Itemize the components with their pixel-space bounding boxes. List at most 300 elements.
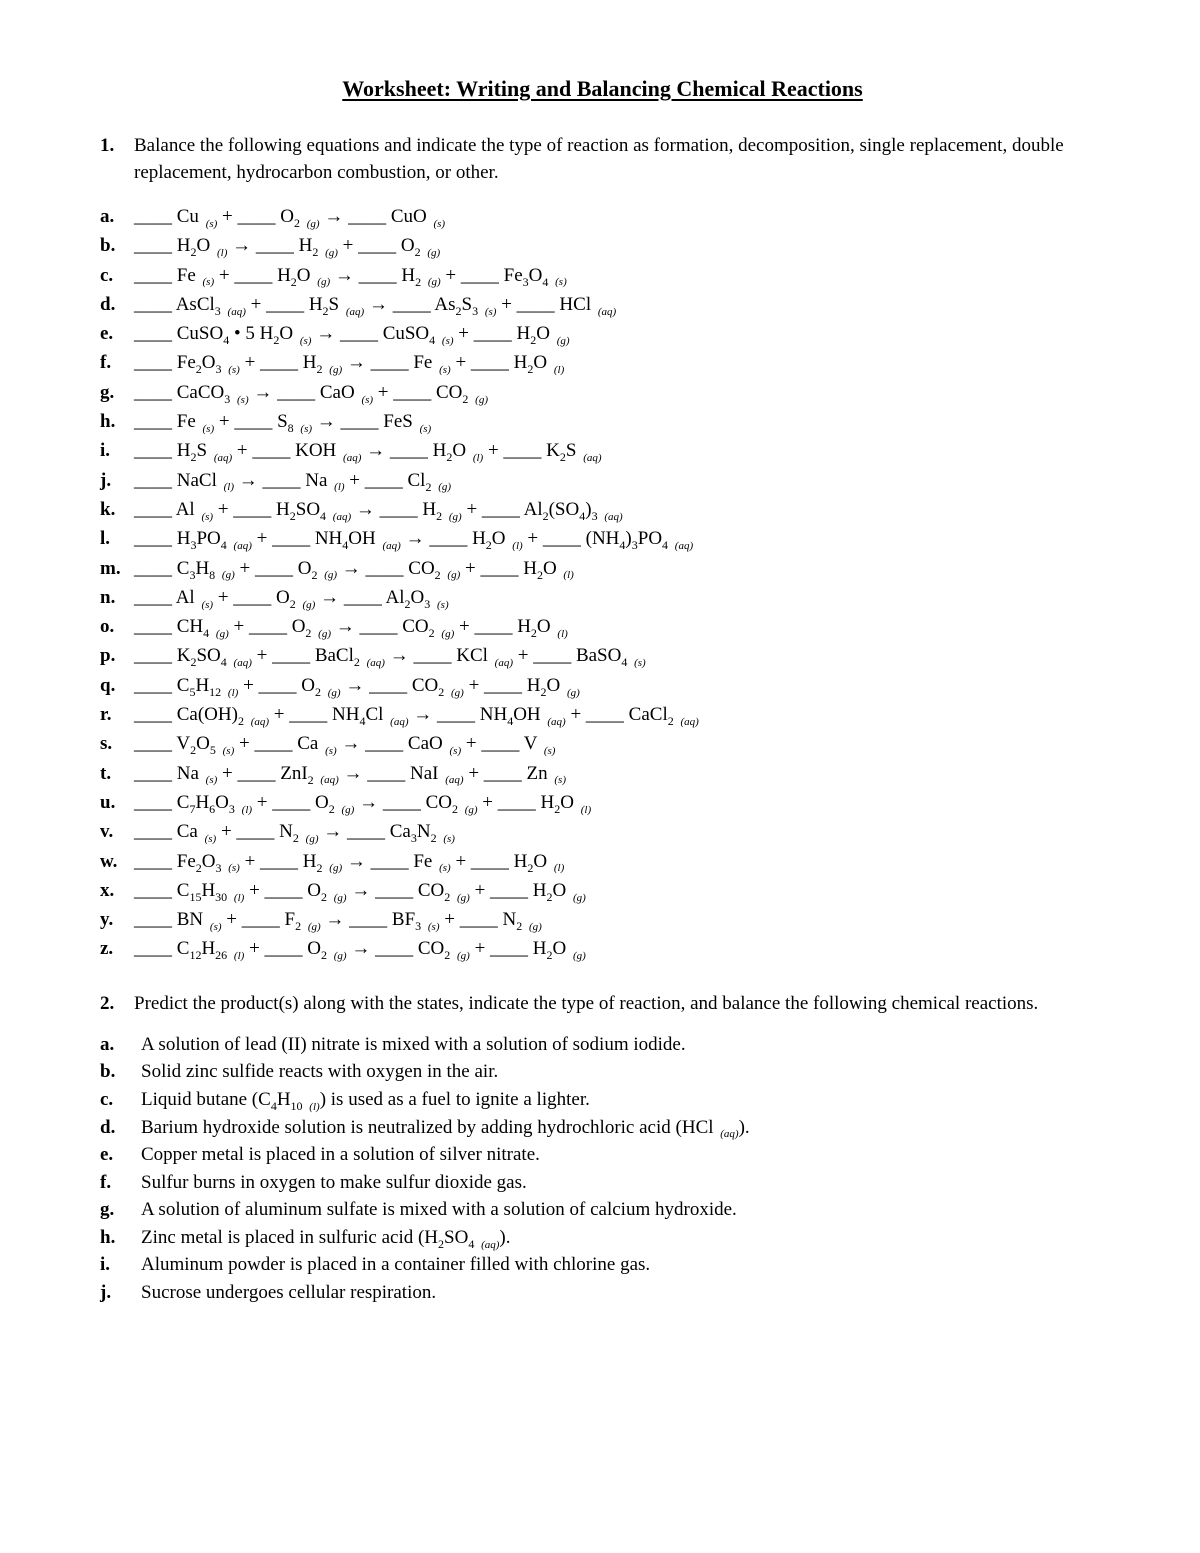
state-subscript: (aq)	[343, 452, 362, 465]
state-subscript: (g)	[464, 803, 478, 816]
prediction-row-label: g.	[100, 1199, 115, 1221]
subscript: 4	[359, 713, 366, 728]
equation-row-text: ____ Fe $_{(s)}$ + ____ $H_2O$ $_{(g)}$ → ____ $H_2$ $_{(g)}$ + ____ $Fe_3O_4$ $_{(s)}$	[134, 264, 567, 289]
state-subscript: (s)	[443, 833, 455, 846]
state-subscript: (g)	[221, 569, 235, 582]
subscript: 2	[536, 567, 543, 582]
subscript: 26	[215, 948, 228, 963]
subscript: 3	[190, 538, 197, 553]
subscript: 4	[320, 508, 327, 523]
subscript: 5	[209, 743, 216, 758]
state-subscript: (aq)	[494, 657, 513, 670]
state-subscript: (aq)	[720, 1128, 739, 1141]
prediction-row-c	[100, 1086, 1105, 1114]
state-subscript: (s)	[201, 598, 214, 611]
subscript: 4	[220, 538, 227, 553]
equation-row-q	[100, 671, 1105, 700]
state-subscript: (aq)	[674, 540, 694, 553]
state-subscript: (s)	[439, 862, 451, 875]
equation-row-label: t.	[100, 762, 112, 784]
equation-row-h	[100, 407, 1105, 436]
subscript: 2	[315, 684, 321, 699]
title-block	[100, 76, 1105, 102]
state-subscript: (g)	[317, 276, 331, 289]
equation-row-text: ____ $Fe_2O_3$ $_{(s)}$ + ____ $H_2$ $_{(g)}$ → ____ Fe $_{(s)}$ + ____ $H_2O$ $_{(l)}$	[134, 352, 565, 377]
equation-row-label: d.	[100, 293, 116, 315]
subscript: 2	[290, 274, 297, 289]
subscript: 2	[237, 713, 244, 728]
state-subscript: (aq)	[547, 715, 566, 728]
subscript: 6	[209, 801, 216, 816]
subscript: 2	[455, 303, 462, 318]
equation-row-text: ____ NaCl $_{(l)}$ → ____ Na $_{(l)}$ + ____ $Cl_2$ $_{(g)}$	[134, 469, 452, 494]
subscript: 3	[410, 831, 417, 846]
equation-row-text: ____ $Ca(OH)_2$ $_{(aq)}$ + ____ $NH_4Cl$ $_{(aq)}$ → ____ $NH_4OH$ $_{(aq)}$ + ____ CaCl$_2$ $_{(aq)}$	[134, 704, 699, 728]
state-subscript: (l)	[334, 481, 345, 494]
state-subscript: (aq)	[250, 715, 270, 728]
state-subscript: (aq)	[345, 305, 365, 318]
subscript: 4	[662, 538, 669, 553]
equation-row-o	[100, 612, 1105, 641]
subscript: 3	[224, 391, 231, 406]
state-subscript: (g)	[441, 627, 455, 640]
subscript: 2	[542, 508, 549, 523]
prediction-row-e	[100, 1141, 1105, 1169]
equation-row-d	[100, 290, 1105, 319]
equation-row-label: m.	[100, 557, 121, 579]
subscript: 2	[273, 332, 280, 347]
equation-row-text: ____ BN $_{(s)}$ + ____ $F_2$ $_{(g)}$ → ____ $BF_3$ $_{(s)}$ + ____ $N_2$ $_{(g)}$	[134, 909, 542, 933]
subscript: 2	[527, 362, 534, 377]
equation-row-label: e.	[100, 323, 114, 345]
prediction-row-a	[100, 1031, 1105, 1059]
state-subscript: (l)	[553, 364, 565, 377]
equation-row-text: ____ $K_2SO_4$ $_{(aq)}$ + ____ BaCl$_2$ $_{(aq)}$ → ____ KCl $_{(aq)}$ + ____ BaSO$_4$ $_{(s)}$	[134, 645, 646, 670]
subscript: 4	[507, 713, 514, 728]
state-subscript: (s)	[300, 422, 313, 435]
equation-row-text: ____ $Fe_2O_3$ $_{(s)}$ + ____ $H_2$ $_{(g)}$ → ____ Fe $_{(s)}$ + ____ $H_2O$ $_{(l)}$	[134, 850, 565, 875]
equation-row-text: ____ Na $_{(s)}$ + ____ ZnI$_2$ $_{(aq)}$ → ____ NaI $_{(aq)}$ + ____ Zn $_{(s)}$	[134, 762, 566, 787]
equation-row-u	[100, 788, 1105, 817]
subscript: 2	[321, 889, 327, 904]
subscript: 3	[522, 274, 529, 289]
prediction-row-i	[100, 1251, 1105, 1279]
state-subscript: (s)	[427, 920, 440, 933]
equation-row-label: u.	[100, 791, 116, 813]
equation-row-text: ____ $H_2S$ $_{(aq)}$ + ____ KOH $_{(aq)}$ → ____ $H_2O$ $_{(l)}$ + ____ $K_2S$ $_{(aq)}$	[134, 440, 602, 465]
state-subscript: (aq)	[382, 540, 401, 553]
equation-row-label: b.	[100, 235, 116, 257]
subscript: 2	[428, 625, 435, 640]
subscript: 3	[215, 860, 222, 875]
equation-row-text: ____ $CH_4$ $_{(g)}$ + ____ $O_2$ $_{(g)}$ → ____ $CO_2$ $_{(g)}$ + ____ $H_2O$ $_{(l)}$	[134, 616, 568, 640]
prediction-row-h	[100, 1224, 1105, 1252]
equation-row-f	[100, 348, 1105, 377]
state-subscript: (g)	[307, 920, 321, 933]
state-subscript: (aq)	[332, 510, 352, 523]
subscript: 2	[311, 567, 318, 582]
subscript: 2	[462, 391, 469, 406]
equation-list	[100, 202, 1105, 964]
subscript: 2	[446, 450, 453, 465]
prediction-row-label: b.	[100, 1061, 116, 1083]
equation-row-label: r.	[100, 704, 112, 726]
state-subscript: (g)	[341, 803, 355, 816]
subscript: 4	[429, 332, 436, 347]
state-subscript: (l)	[309, 1100, 320, 1113]
equation-row-text: ____ $H_3PO_4$ $_{(aq)}$ + ____ $NH_4OH$ $_{(aq)}$ → ____ $H_2O$ $_{(l)}$ + ____ $(NH_4)_3PO_4$ $_{(aq)}$	[134, 528, 694, 553]
subscript: 2	[190, 655, 197, 670]
equation-row-r	[100, 700, 1105, 729]
state-subscript: (s)	[228, 364, 240, 377]
prediction-row-d	[100, 1114, 1105, 1142]
equation-row-text: ____ $V_2O_5$ $_{(s)}$ + ____ Ca $_{(s)}$ → ____ CaO $_{(s)}$ + ____ V $_{(s)}$	[134, 733, 556, 758]
state-subscript: (g)	[329, 364, 343, 377]
equation-row-c	[100, 261, 1105, 290]
state-subscript: (s)	[202, 422, 215, 435]
subscript: 7	[189, 801, 196, 816]
subscript: 2	[190, 245, 197, 260]
subscript: 2	[307, 772, 314, 787]
state-subscript: (s)	[222, 745, 235, 758]
state-subscript: (aq)	[227, 305, 246, 318]
prediction-row-text: Zinc metal is placed in sulfuric acid ($H_2SO_4$ $_{(aq)}$).	[141, 1226, 511, 1251]
state-subscript: (l)	[557, 627, 568, 640]
equation-row-text: ____ Ca $_{(s)}$ + ____ $N_2$ $_{(g)}$ → ____ $Ca_3N_2$ $_{(s)}$	[134, 821, 455, 846]
prediction-row-label: f.	[100, 1171, 112, 1193]
equation-row-text: ____ Cu $_{(s)}$ + ____ $O_2$ $_{(g)}$ → ____ CuO $_{(s)}$	[134, 206, 446, 230]
equation-row-s	[100, 729, 1105, 758]
subscript: 2	[438, 1236, 445, 1251]
state-subscript: (s)	[439, 364, 451, 377]
state-subscript: (l)	[580, 803, 592, 816]
prediction-row-text: Solid zinc sulfide reacts with oxygen in the air.	[141, 1061, 499, 1083]
state-subscript: (s)	[361, 393, 374, 406]
prediction-row-text: Copper metal is placed in a solution of silver nitrate.	[141, 1144, 540, 1166]
prediction-row-text: Sucrose undergoes cellular respiration.	[141, 1282, 437, 1304]
state-subscript: (aq)	[390, 715, 409, 728]
subscript: 2	[404, 596, 411, 611]
equation-row-text: ____ AsCl$_3$ $_{(aq)}$ + ____ $H_2S$ $_{(aq)}$ → ____ $As_2S_3$ $_{(s)}$ + ____ HCl $_{(aq)}$	[134, 293, 617, 318]
state-subscript: (g)	[456, 950, 470, 963]
subscript: 4	[621, 655, 628, 670]
subscript: 2	[438, 684, 445, 699]
subscript: 2	[414, 245, 421, 260]
equation-row-label: p.	[100, 645, 116, 667]
equation-row-k	[100, 495, 1105, 524]
state-subscript: (l)	[241, 803, 253, 816]
state-subscript: (s)	[299, 334, 312, 347]
state-subscript: (g)	[572, 891, 586, 904]
state-subscript: (s)	[325, 745, 337, 758]
subscript: 2	[436, 508, 443, 523]
subscript: 2	[530, 625, 537, 640]
prediction-row-label: c.	[100, 1088, 114, 1110]
state-subscript: (l)	[553, 862, 565, 875]
subscript: 2	[321, 948, 327, 963]
state-subscript: (g)	[302, 598, 316, 611]
prediction-row-f	[100, 1169, 1105, 1197]
state-subscript: (l)	[233, 950, 245, 963]
state-subscript: (g)	[475, 393, 488, 406]
prediction-row-label: i.	[100, 1254, 111, 1276]
subscript: 12	[189, 948, 202, 963]
prediction-row-j	[100, 1279, 1105, 1307]
state-subscript: (s)	[204, 833, 217, 846]
subscript: 2	[322, 303, 329, 318]
subscript: 2	[293, 215, 300, 230]
state-subscript: (s)	[437, 598, 449, 611]
subscript: 2	[530, 332, 537, 347]
subscript: 4	[579, 508, 586, 523]
subscript: 3	[228, 801, 235, 816]
prediction-row-g	[100, 1196, 1105, 1224]
equation-row-text: ____ $C_{12}H_{26}$ $_{(l)}$ + ____ $O_2$ $_{(g)}$ → ____ $CO_2$ $_{(g)}$ + ____ $H_2O$ $_{(g)}$	[134, 938, 586, 963]
state-subscript: (s)	[228, 862, 240, 875]
subscript: 3	[214, 303, 221, 318]
subscript: 2	[554, 801, 561, 816]
subscript: 2	[546, 889, 553, 904]
subscript: 3	[415, 918, 422, 933]
state-subscript: (g)	[447, 569, 461, 582]
subscript: 2	[415, 274, 422, 289]
equation-row-text: ____ $C_7H_6O_3$ $_{(l)}$ + ____ $O_2$ $_{(g)}$ → ____ $CO_2$ $_{(g)}$ + ____ $H_2O$ $_{(l)}$	[134, 791, 592, 816]
equation-row-label: n.	[100, 586, 116, 608]
subscript: 8	[209, 567, 216, 582]
subscript: 2	[190, 743, 197, 758]
state-subscript: (aq)	[320, 774, 339, 787]
prediction-row-text: A solution of aluminum sulfate is mixed with a solution of calcium hydroxide.	[141, 1199, 737, 1221]
equation-row-text: ____ Al $_{(s)}$ + ____ $H_2SO_4$ $_{(aq)}$ → ____ $H_2$ $_{(g)}$ + ____ $Al_2(SO_4)_3$ $_{(aq)}$	[134, 498, 623, 523]
equation-row-b	[100, 231, 1105, 260]
subscript: 8	[287, 420, 294, 435]
subscript: 2	[190, 450, 197, 465]
state-subscript: (g)	[305, 833, 319, 846]
state-subscript: (g)	[528, 920, 542, 933]
equation-row-p	[100, 641, 1105, 670]
subscript: 3	[631, 538, 638, 553]
subscript: 2	[292, 831, 299, 846]
prediction-row-text: Barium hydroxide solution is neutralized by adding hydrochloric acid (HCl $_{(aq)}$).	[141, 1116, 750, 1141]
state-subscript: (l)	[216, 247, 228, 260]
subscript: 2	[667, 713, 674, 728]
subscript: 30	[215, 889, 228, 904]
state-subscript: (aq)	[213, 452, 233, 465]
page-title: Worksheet: Writing and Balancing Chemical Reactions	[342, 76, 863, 101]
state-subscript: (s)	[543, 745, 556, 758]
prediction-row-label: j.	[100, 1282, 112, 1304]
equation-row-label: q.	[100, 674, 116, 696]
equation-row-label: z.	[100, 938, 114, 960]
subscript: 2	[305, 625, 312, 640]
state-subscript: (s)	[205, 217, 218, 230]
state-subscript: (s)	[202, 276, 215, 289]
prediction-row-label: a.	[100, 1033, 115, 1055]
state-subscript: (aq)	[233, 540, 252, 553]
state-subscript: (g)	[327, 686, 341, 699]
equation-row-label: w.	[100, 850, 118, 872]
equation-row-text: ____ CuSO$_4$ • 5 $H_2O$ $_{(s)}$ → ____ CuSO$_4$ $_{(s)}$ + ____ $H_2O$ $_{(g)}$	[134, 323, 570, 347]
subscript: 3	[215, 362, 222, 377]
state-subscript: (l)	[223, 481, 234, 494]
equation-row-label: o.	[100, 616, 115, 638]
subscript: 2	[485, 538, 492, 553]
prediction-row-label: e.	[100, 1144, 114, 1166]
subscript: 2	[540, 684, 547, 699]
section2-header	[100, 990, 1105, 1017]
prediction-row-text: A solution of lead (II) nitrate is mixed with a solution of sodium iodide.	[141, 1033, 686, 1055]
prediction-row-b	[100, 1058, 1105, 1086]
state-subscript: (g)	[215, 627, 229, 640]
subscript: 4	[220, 655, 227, 670]
state-subscript: (aq)	[680, 715, 699, 728]
state-subscript: (aq)	[445, 774, 464, 787]
state-subscript: (g)	[333, 891, 347, 904]
state-subscript: (aq)	[583, 452, 602, 465]
equation-row-i	[100, 436, 1105, 465]
equation-row-text: ____ $C_3H_8$ $_{(g)}$ + ____ $O_2$ $_{(g)}$ → ____ $CO_2$ $_{(g)}$ + ____ $H_2O$ $_{(l)}$	[134, 557, 574, 582]
subscript: 4	[270, 1098, 277, 1113]
state-subscript: (g)	[333, 950, 347, 963]
state-subscript: (aq)	[597, 305, 617, 318]
prediction-row-text: Sulfur burns in oxygen to make sulfur dioxide gas.	[141, 1171, 527, 1193]
state-subscript: (g)	[318, 627, 331, 640]
subscript: 2	[451, 801, 458, 816]
state-subscript: (l)	[512, 540, 523, 553]
state-subscript: (aq)	[481, 1238, 500, 1251]
subscript: 2	[295, 918, 302, 933]
subscript: 2	[316, 362, 323, 377]
equation-row-w	[100, 847, 1105, 876]
equation-row-text: ____ CaCO$_3$ $_{(s)}$ → ____ CaO $_{(s)}$ + ____ $CO_2$ $_{(g)}$	[134, 381, 488, 406]
subscript: 2	[195, 362, 202, 377]
subscript: 2	[289, 596, 296, 611]
equation-row-label: h.	[100, 411, 116, 433]
state-subscript: (g)	[306, 217, 320, 230]
state-subscript: (s)	[554, 774, 566, 787]
subscript: 4	[203, 625, 210, 640]
state-subscript: (aq)	[604, 510, 623, 523]
subscript: 4	[542, 274, 549, 289]
section2-prompt: Predict the product(s) along with the states, indicate the type of reaction, and balance the following chemical reactions.	[134, 992, 1039, 1014]
prediction-list	[100, 1031, 1105, 1307]
state-subscript: (s)	[419, 422, 432, 435]
subscript: 2	[434, 567, 441, 582]
state-subscript: (g)	[566, 686, 580, 699]
section1-prompt: Balance the following equations and indicate the type of reaction as formation, decomposition, single replacement, double replacement, hydrocarbon combustion, or other.	[134, 135, 1064, 183]
state-subscript: (g)	[427, 276, 441, 289]
subscript: 2	[444, 948, 451, 963]
subscript: 3	[424, 596, 431, 611]
equation-row-label: f.	[100, 352, 112, 374]
equation-row-e	[100, 319, 1105, 348]
equation-row-label: k.	[100, 498, 116, 520]
section2-number: 2.	[100, 992, 115, 1014]
subscript: 2	[546, 948, 553, 963]
state-subscript: (l)	[563, 569, 574, 582]
state-subscript: (g)	[556, 334, 570, 347]
subscript: 2	[527, 860, 534, 875]
subscript: 10	[290, 1098, 303, 1113]
state-subscript: (g)	[572, 950, 586, 963]
subscript: 4	[342, 538, 349, 553]
state-subscript: (s)	[449, 745, 462, 758]
equation-row-label: s.	[100, 733, 113, 755]
state-subscript: (s)	[484, 305, 497, 318]
equation-row-label: c.	[100, 264, 114, 286]
state-subscript: (g)	[329, 862, 343, 875]
state-subscript: (l)	[227, 686, 239, 699]
equation-row-v	[100, 817, 1105, 846]
prediction-row-text: Aluminum powder is placed in a container filled with chlorine gas.	[141, 1254, 651, 1276]
prediction-row-label: d.	[100, 1116, 116, 1138]
equation-row-text: ____ $H_2O$ $_{(l)}$ → ____ $H_2$ $_{(g)}$ + ____ $O_2$ $_{(g)}$	[134, 235, 441, 260]
equation-row-text: ____ $C_5H_{12}$ $_{(l)}$ + ____ $O_2$ $_{(g)}$ → ____ $CO_2$ $_{(g)}$ + ____ $H_2O$ $_{(g)}$	[134, 674, 580, 699]
equation-row-x	[100, 876, 1105, 905]
equation-row-label: x.	[100, 879, 115, 901]
state-subscript: (g)	[438, 481, 452, 494]
subscript: 2	[425, 479, 432, 494]
state-subscript: (s)	[555, 276, 567, 289]
state-subscript: (s)	[634, 657, 646, 670]
equation-row-text: ____ $C_{15}H_{30}$ $_{(l)}$ + ____ $O_2$ $_{(g)}$ → ____ $CO_2$ $_{(g)}$ + ____ $H_2O$ $_{(g)}$	[134, 879, 586, 904]
subscript: 2	[316, 860, 323, 875]
state-subscript: (g)	[456, 891, 470, 904]
state-subscript: (s)	[201, 510, 214, 523]
equation-row-label: l.	[100, 528, 111, 550]
equation-row-a	[100, 202, 1105, 231]
state-subscript: (s)	[433, 217, 446, 230]
equation-row-m	[100, 554, 1105, 583]
subscript: 4	[223, 332, 230, 347]
equation-row-label: v.	[100, 821, 114, 843]
state-subscript: (g)	[450, 686, 464, 699]
prediction-row-label: h.	[100, 1226, 116, 1248]
subscript: 2	[516, 918, 523, 933]
state-subscript: (g)	[448, 510, 462, 523]
section1-header	[100, 132, 1105, 186]
subscript: 2	[328, 801, 335, 816]
subscript: 2	[312, 245, 319, 260]
section1-number: 1.	[100, 135, 115, 156]
state-subscript: (s)	[205, 774, 218, 787]
equation-row-y	[100, 905, 1105, 934]
subscript: 15	[189, 889, 202, 904]
state-subscript: (aq)	[233, 657, 252, 670]
subscript: 3	[591, 508, 598, 523]
subscript: 12	[209, 684, 222, 699]
subscript: 4	[468, 1236, 475, 1251]
state-subscript: (g)	[427, 247, 441, 260]
subscript: 2	[559, 450, 566, 465]
subscript: 3	[189, 567, 196, 582]
state-subscript: (l)	[233, 891, 245, 904]
subscript: 5	[189, 684, 196, 699]
subscript: 2	[195, 860, 202, 875]
equation-row-j	[100, 466, 1105, 495]
state-subscript: (g)	[325, 247, 338, 260]
subscript: 4	[619, 538, 626, 553]
equation-row-l	[100, 524, 1105, 553]
state-subscript: (g)	[324, 569, 338, 582]
equation-row-text: ____ Al $_{(s)}$ + ____ $O_2$ $_{(g)}$ → ____ $Al_2O_3$ $_{(s)}$	[134, 586, 449, 611]
subscript: 2	[444, 889, 451, 904]
state-subscript: (s)	[237, 393, 249, 406]
state-subscript: (l)	[472, 452, 484, 465]
subscript: 2	[289, 508, 296, 523]
equation-row-label: i.	[100, 440, 111, 462]
equation-row-g	[100, 378, 1105, 407]
